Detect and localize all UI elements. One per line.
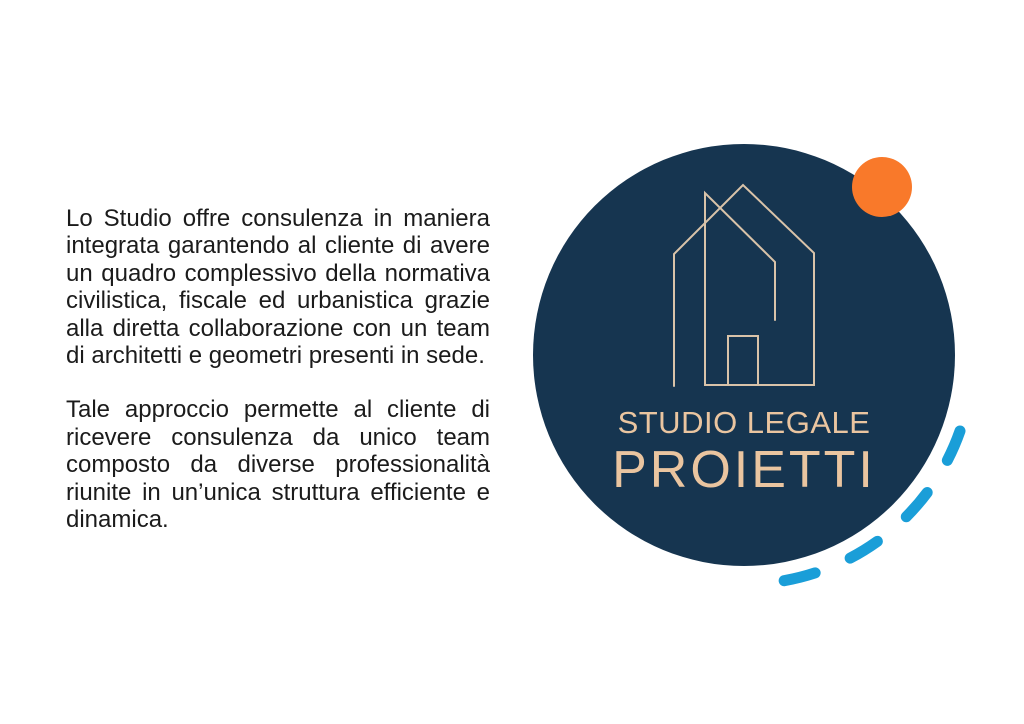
paragraph-line: integrata garantendo al cliente di avere [66,232,490,260]
paragraph-line: composto da diverse professionalità [66,451,490,479]
paragraph-line: alla diretta collaborazione con un team [66,314,490,342]
paragraph-line: Tale approccio permette al cliente di [66,396,490,424]
paragraph-line: Lo Studio offre consulenza in maniera [66,205,490,232]
paragraph-line: civilistica, fiscale ed urbanistica grazie [66,287,490,315]
paragraph-line: di architetti e geometri presenti in sede. [66,342,485,370]
orange-dot-accent [852,157,912,217]
paragraph-line: ricevere consulenza da unico team [66,423,490,451]
paragraph-line: riunite in un’unica struttura efficiente e [66,478,490,506]
logo-title-line2: PROIETTI [612,441,876,499]
logo-title-line1: STUDIO LEGALE [617,405,871,440]
paragraph-line: dinamica. [66,506,169,534]
paragraph-line: un quadro complessivo della normativa [66,259,490,287]
